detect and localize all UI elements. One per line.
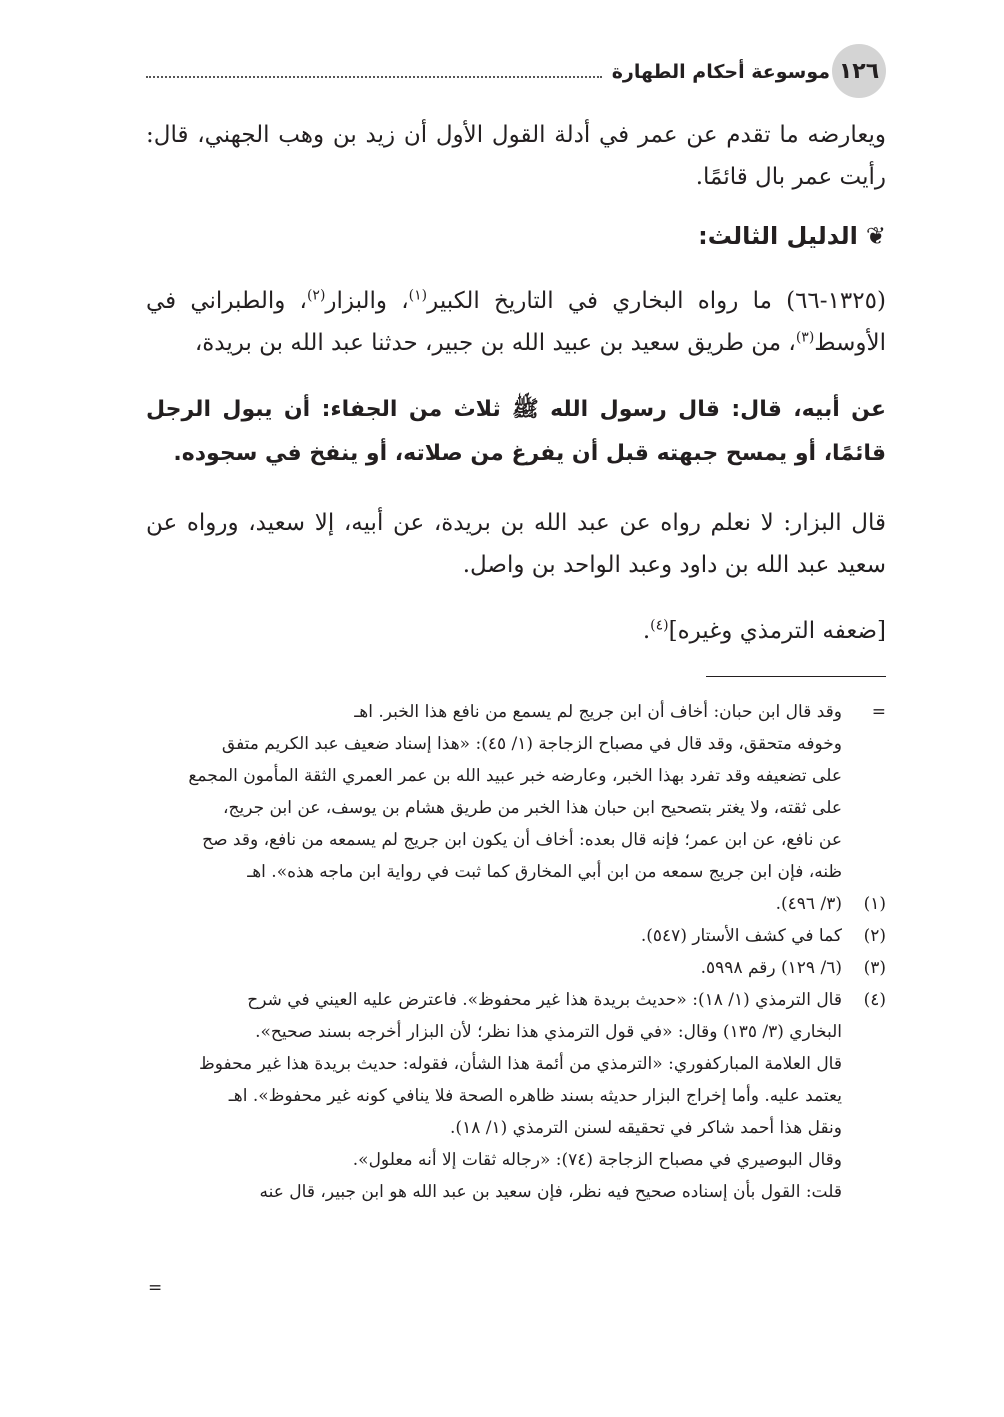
footnote-number: (٢) [863, 926, 886, 946]
book-title: موسوعة أحكام الطهارة [611, 61, 830, 83]
text-run: [ضعفه الترمذي وغيره] [668, 618, 886, 644]
footnote-2 [146, 920, 886, 952]
footnote-line: (٣/ ٤٩٦). [775, 894, 842, 914]
footnote-number: (١) [863, 894, 886, 914]
footnote-ref: (٤) [650, 617, 669, 634]
footnote-line: على ثقته، ولا يغتر بتصحيح ابن حبان هذا الخبر من طريق هشام بن يوسف، عن ابن جريج، [223, 798, 842, 818]
footnote-1 [146, 888, 886, 920]
page-number: ١٢٦ [832, 44, 886, 98]
footnote-line: ظنه، فإن ابن جريج سمعه من ابن أبي المخارق كما ثبت في رواية ابن ماجه هذه». اهـ [247, 862, 842, 882]
text-run: ، والبزار [325, 288, 409, 314]
footnote-ref: (٣) [795, 329, 815, 346]
header-dotted-rule [146, 76, 602, 78]
text-run: ، من طريق سعيد بن عبيد الله بن جبير، حدثنا عبد الله بن بريدة، [194, 330, 796, 356]
footnote-line: وخوفه متحقق، وقد قال في مصباح الزجاجة (١/ ٤٥): «هذا إسناد ضعيف عبد الكريم متفق [221, 734, 842, 754]
footnote-line: قلت: القول بأن إسناده صحيح فيه نظر، فإن سعيد بن عبد الله هو ابن جبير، قال عنه [259, 1182, 842, 1202]
footnote-line: على تضعيفه وقد تفرد بهذا الخبر، وعارضه خبر عبيد الله بن عمر العمري الثقة المأمون المجمع [188, 766, 842, 786]
section-heading [698, 222, 886, 250]
footnote-line: وقد قال ابن حبان: أخاف أن ابن جريج لم يسمع من نافع هذا الخبر. اهـ [354, 702, 842, 722]
footnote-line: ونقل هذا أحمد شاكر في تحقيقه لسنن الترمذي (١/ ١٨). [450, 1118, 842, 1138]
footnote-4 [146, 984, 886, 1208]
paragraph-bazzar: قال البزار: لا نعلم رواه عن عبد الله بن بريدة، عن أبيه، إلا سعيد، ورواه عن سعيد عبد الله بن داود وعبد الواحد بن واصل. [146, 510, 886, 578]
footnote-line: (٦/ ١٢٩) رقم ٥٩٩٨. [700, 958, 842, 978]
paragraph-opposition: ويعارضه ما تقدم عن عمر في أدلة القول الأول أن زيد بن وهب الجهني، قال: رأيت عمر بال قائمًا. [146, 122, 886, 190]
footnote-number: (٣) [863, 958, 886, 978]
footnote-3 [146, 952, 886, 984]
grading-note [146, 610, 886, 652]
hadith-text: عن أبيه، قال: قال رسول الله ﷺ ثلاث من الجفاء: أن يبول الرجل قائمًا، أو يمسح جبهته قبل أن يفرغ من صلاته، أو ينفخ في سجوده. [146, 397, 886, 466]
text-run: ، والطبراني في الأوسط [146, 288, 886, 356]
continuation-mark: = [871, 702, 886, 722]
footnote-continued [146, 696, 886, 888]
footnote-ref: (٢) [306, 287, 326, 304]
heading-text: الدليل الثالث: [698, 222, 858, 250]
footnotes [146, 696, 886, 1208]
continues-mark: = [148, 1278, 163, 1298]
footnote-line: كما في كشف الأستار (٥٤٧). [640, 926, 842, 946]
footnote-line: وقال البوصيري في مصباح الزجاجة (٧٤): «رجاله ثقات إلا أنه معلول». [352, 1150, 842, 1170]
footnote-divider [706, 676, 886, 677]
footnote-line: عن نافع، عن ابن عمر؛ فإنه قال بعده: أخاف أن يكون ابن جريج لم يسمعه من نافع، وقد صح [202, 830, 842, 850]
footnote-continued-text [146, 696, 842, 888]
footnote-line: البخاري (٣/ ١٣٥) وقال: «في قول الترمذي هذا نظر؛ لأن البزار أخرجه بسند صحيح». [255, 1022, 842, 1042]
footnote-ref: (١) [408, 287, 428, 304]
footnote-line: قال العلامة المباركفوري: «الترمذي من أئمة هذا الشأن، فقوله: حديث بريدة هذا غير محفوظ [198, 1054, 842, 1074]
ornament-icon: ❦ [865, 222, 886, 250]
footnote-line: يعتمد عليه. وأما إخراج البزار حديثه بسند ظاهره الصحة فلا ينافي كونه غير محفوظ». اهـ [228, 1086, 842, 1106]
text-run: . [642, 618, 651, 644]
footnote-number: (٤) [863, 990, 886, 1010]
text-run: (١٣٢٥-٦٦) ما رواه البخاري في التاريخ الكبير [427, 288, 886, 314]
running-header [146, 58, 840, 86]
footnote-line: قال الترمذي (١/ ١٨): «حديث بريدة هذا غير محفوظ». فاعترض عليه العيني في شرح [247, 990, 842, 1010]
paragraph-evidence [146, 280, 886, 364]
